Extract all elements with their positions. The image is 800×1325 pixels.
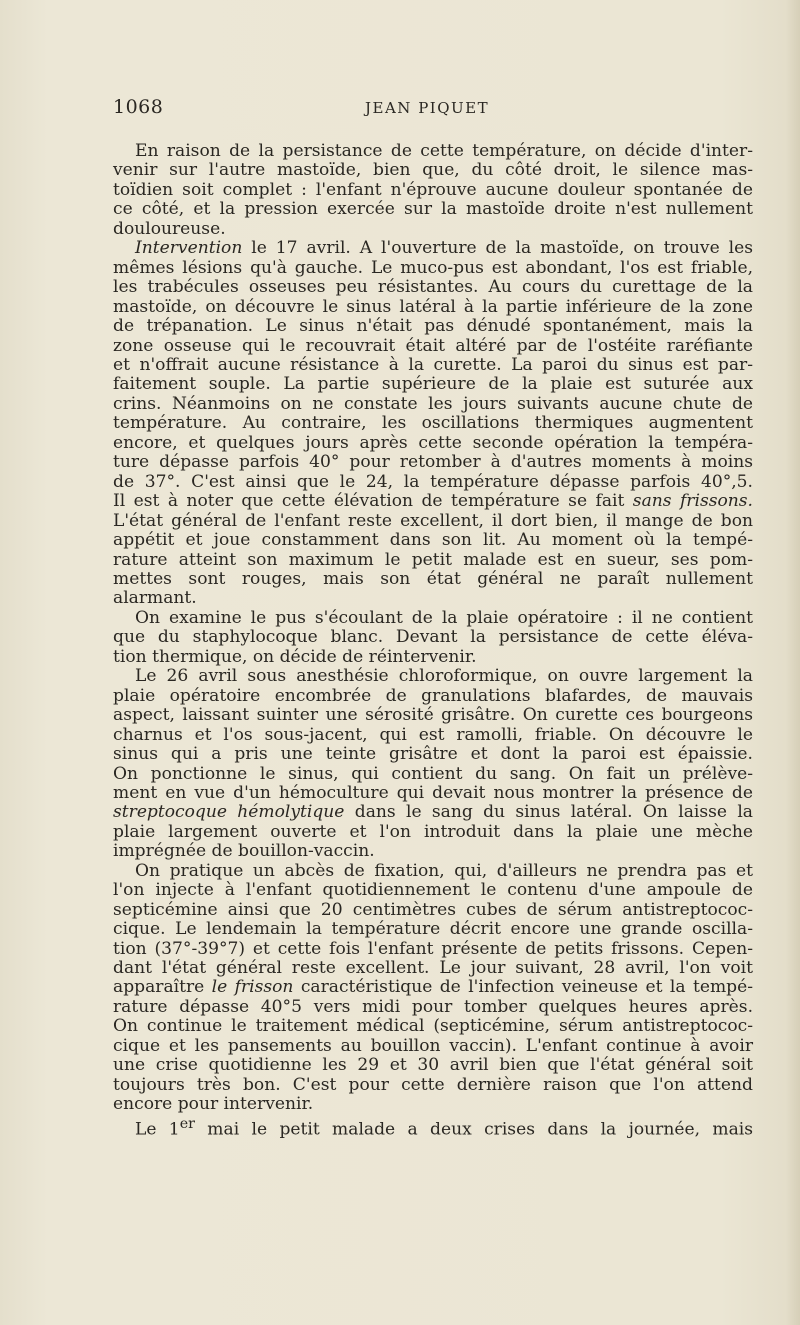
body-text	[113, 142, 753, 1140]
text-line: toujours très bon. C'est pour cette dernière raison que l'on attend	[113, 1074, 753, 1095]
page-number: 1068	[113, 96, 164, 118]
text-line: ce côté, et la pression exercée sur la mastoïde droite n'est nullement	[113, 199, 753, 220]
text-line: température. Au contraire, les oscillations thermiques augmentent	[113, 413, 753, 434]
text-line: de 37°. C'est ainsi que le 24, la température dépasse parfois 40°,5.	[113, 471, 753, 492]
text-line: l'on injecte à l'enfant quotidiennement le contenu d'une ampoule de	[113, 880, 753, 901]
text-line: de trépanation. Le sinus n'était pas dénudé spontanément, mais la	[113, 316, 753, 337]
text-line: une crise quotidienne les 29 et 30 avril bien que l'état général soit	[113, 1055, 753, 1076]
text-line: ture dépasse parfois 40° pour retomber à d'autres moments à moins	[113, 452, 753, 473]
text-fragment: apparaître	[113, 977, 212, 998]
paragraph-1	[113, 142, 753, 239]
text-line: encore pour intervenir.	[113, 1094, 314, 1115]
text-line: venir sur l'autre mastoïde, bien que, du côté droit, le silence mas-	[113, 160, 753, 181]
text-line: tion (37°-39°7) et cette fois l'enfant présente de petits frissons. Cepen-	[113, 938, 753, 959]
text-line: alarmant.	[113, 588, 197, 609]
page-header	[113, 96, 753, 126]
text-line: On pratique un abcès de fixation, qui, d'ailleurs ne prendra pas et	[135, 860, 753, 881]
paragraph-5	[113, 862, 753, 1115]
text-line	[113, 239, 753, 258]
superscript: er	[179, 1115, 195, 1132]
text-line: mettes sont rouges, mais son état général ne paraît nullement	[113, 568, 753, 589]
text-line	[113, 978, 753, 997]
text-line: encore, et quelques jours après cette seconde opération la tempéra-	[113, 432, 753, 453]
text-line: En raison de la persistance de cette température, on décide d'inter-	[135, 141, 753, 161]
text-line: appétit et joue constamment dans son lit. Au moment où la tempé-	[113, 530, 753, 551]
text-fragment: dans le sang du sinus latéral. On laisse la	[344, 802, 753, 823]
text-line: plaie opératoire encombrée de granulations blafardes, de mauvais	[113, 685, 753, 706]
text-line: aspect, laissant suinter une sérosité grisâtre. On curette ces bourgeons	[113, 705, 753, 726]
paragraph-4	[113, 667, 753, 862]
text-fragment: Il est à noter que cette élévation de température se fait	[113, 491, 633, 512]
text-line: ment en vue d'un hémoculture qui devait nous montrer la présence de	[113, 782, 753, 803]
text-fragment: le 17 avril. A l'ouverture de la mastoïde, on trouve les	[242, 238, 753, 259]
italic-phrase: streptocoque hémolytique	[113, 802, 345, 823]
text-line: imprégnée de bouillon-vaccin.	[113, 841, 375, 862]
text-fragment: Le 1	[135, 1119, 180, 1140]
paragraph-3	[113, 609, 753, 667]
text-line: crins. Néanmoins on ne constate les jours suivants aucune chute de	[113, 393, 753, 414]
text-line: cique et les pansements au bouillon vaccin). L'enfant continue à avoir	[113, 1035, 753, 1056]
paragraph-6	[113, 1115, 753, 1140]
text-line: les trabécules osseuses peu résistantes. Au cours du curettage de la	[113, 277, 753, 298]
text-line: mastoïde, on découvre le sinus latéral à la partie inférieure de la zone	[113, 296, 753, 317]
text-line: On continue le traitement médical (septicémine, sérum antistreptococ-	[113, 1016, 753, 1037]
text-line: plaie largement ouverte et l'on introduit dans la plaie une mèche	[113, 821, 753, 842]
text-line	[113, 1115, 753, 1140]
text-line: rature atteint son maximum le petit malade est en sueur, ses pom-	[113, 549, 753, 570]
text-line: et n'offrait aucune résistance à la curette. La paroi du sinus est par-	[113, 354, 753, 375]
page-edge-shadow	[786, 0, 800, 1325]
text-line: zone osseuse qui le recouvrait était altéré par de l'ostéite raréfiante	[113, 335, 753, 356]
text-line: dant l'état général reste excellent. Le jour suivant, 28 avril, l'on voit	[113, 958, 753, 979]
text-line: douloureuse.	[113, 218, 226, 239]
text-line: que du staphylocoque blanc. Devant la persistance de cette éléva-	[113, 627, 753, 648]
text-line: faitement souple. La partie supérieure de la plaie est suturée aux	[113, 374, 753, 395]
text-line: Le 26 avril sous anesthésie chloroformique, on ouvre largement la	[135, 666, 753, 687]
text-fragment: caractéristique de l'infection veineuse et la tempé-	[293, 977, 754, 998]
italic-phrase: le frisson	[211, 977, 294, 998]
text-line: rature dépasse 40°5 vers midi pour tomber quelques heures après.	[113, 996, 753, 1017]
text-line: septicémine ainsi que 20 centimètres cubes de sérum antistreptococ-	[113, 899, 753, 920]
text-line: On ponctionne le sinus, qui contient du sang. On fait un prélève-	[113, 763, 753, 784]
text-line: charnus et l'os sous-jacent, qui est ramolli, friable. On découvre le	[113, 724, 753, 745]
text-line	[113, 492, 753, 511]
text-line: tion thermique, on décide de réintervenir.	[113, 646, 477, 667]
text-line: toïdien soit complet : l'enfant n'éprouve aucune douleur spontanée de	[113, 179, 753, 200]
italic-phrase: sans frissons.	[632, 491, 753, 512]
text-line: L'état général de l'enfant reste excellent, il dort bien, il mange de bon	[113, 510, 753, 531]
text-line	[113, 803, 753, 822]
text-line: On examine le pus s'écoulant de la plaie opératoire : il ne contient	[135, 607, 753, 628]
text-line: cique. Le lendemain la température décrit encore une grande oscilla-	[113, 919, 753, 940]
running-head: JEAN PIQUET	[365, 99, 490, 117]
text-fragment: mai le petit malade a deux crises dans la journée, mais	[194, 1119, 754, 1140]
italic-heading: Intervention	[135, 238, 243, 259]
paragraph-2	[113, 239, 753, 609]
text-line: sinus qui a pris une teinte grisâtre et dont la paroi est épaissie.	[113, 744, 753, 765]
text-line: mêmes lésions qu'à gauche. Le muco-pus est abondant, l'os est friable,	[113, 257, 753, 278]
